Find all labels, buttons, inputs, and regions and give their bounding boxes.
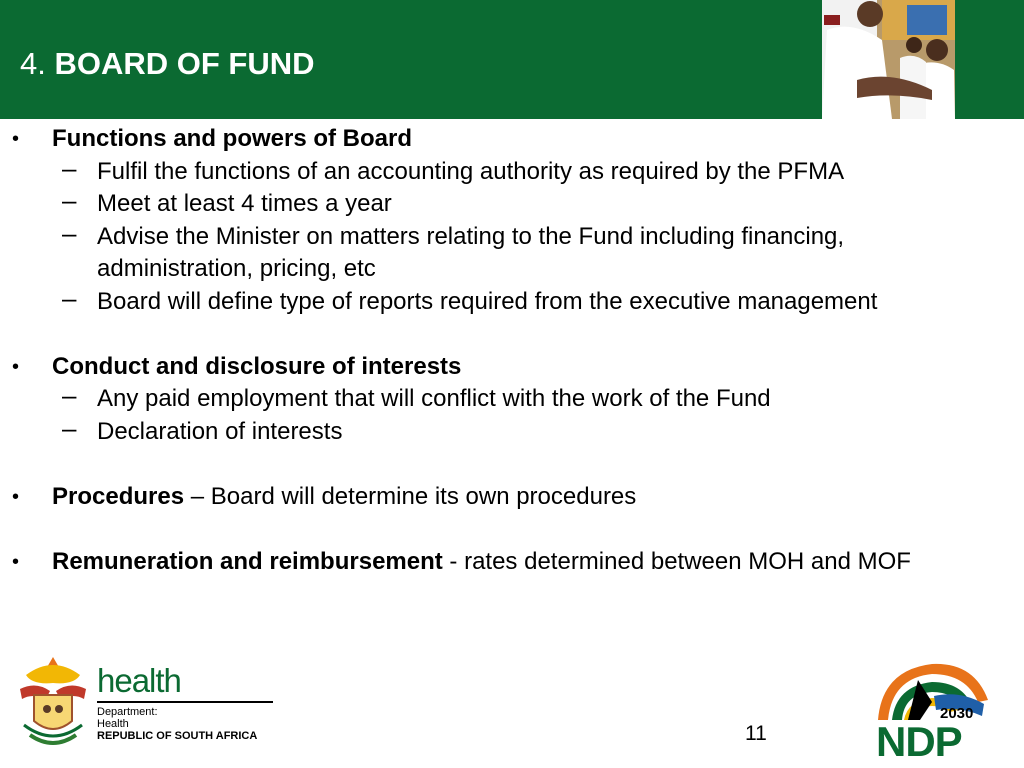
dept-line-1: Department: — [97, 706, 158, 718]
title-number: 4. — [20, 46, 46, 81]
ndp-text: NDP — [876, 718, 962, 760]
slide-content — [0, 123, 1024, 578]
dash-marker: – — [62, 380, 77, 410]
page-title — [20, 46, 315, 82]
bullet-procedures — [0, 481, 984, 514]
dept-line-3: REPUBLIC OF SOUTH AFRICA — [97, 730, 258, 742]
sub-item-text: Declaration of interests — [97, 417, 343, 445]
header-band — [0, 0, 1024, 119]
nurse-children-photo-illustration — [822, 0, 955, 119]
dash-marker: – — [62, 412, 77, 443]
sub-item — [0, 217, 954, 286]
sub-item-text: Meet at least 4 times a year — [97, 190, 392, 217]
bullet-heading: Remuneration and reimbursement — [52, 547, 443, 575]
ndp-2030-logo — [874, 660, 994, 760]
dash-marker: – — [62, 185, 77, 215]
dash-marker: – — [62, 152, 77, 183]
bullet-functions — [0, 123, 984, 156]
bullet-dot: • — [12, 485, 20, 508]
bullet-heading: Functions and powers of Board — [52, 125, 413, 152]
coat-of-arms-logo — [16, 655, 90, 751]
bullet-heading: Conduct and disclosure of interests — [52, 352, 462, 380]
sub-item-text: Fulfil the functions of an accounting authority as required by the PFMA — [97, 157, 845, 185]
ndp-year-text: 2030 — [940, 705, 974, 722]
sub-item — [0, 152, 1004, 189]
footer-divider — [97, 701, 273, 703]
dept-line-2: Health — [97, 718, 129, 730]
sub-item — [0, 185, 1004, 221]
dash-marker: – — [62, 217, 77, 248]
bullet-conduct — [0, 351, 984, 384]
dash-marker: – — [62, 282, 77, 313]
bullet-heading: Procedures — [52, 482, 185, 510]
bullet-dot: • — [12, 550, 20, 573]
title-text: BOARD OF FUND — [54, 46, 315, 81]
bullet-suffix: – Board will determine its own procedures — [184, 482, 637, 510]
sub-item-text: Board will define type of reports required from the executive management — [97, 287, 878, 315]
sub-item — [0, 282, 1024, 319]
sub-item — [0, 380, 1004, 416]
bullet-dot: • — [12, 128, 20, 150]
header-photo — [822, 0, 955, 119]
sub-item-text: Advise the Minister on matters relating to the Fund including financing, administration, pricing, etc — [97, 222, 845, 282]
bullet-dot: • — [12, 355, 20, 378]
sub-item-text: Any paid employment that will conflict with the work of the Fund — [97, 385, 771, 412]
health-wordmark: health — [97, 662, 181, 699]
bullet-remuneration — [0, 546, 964, 579]
department-label — [97, 706, 257, 742]
bullet-suffix: - rates determined between MOH and MOF — [442, 547, 911, 575]
page-number: 11 — [745, 722, 767, 745]
sub-item — [0, 412, 1004, 449]
